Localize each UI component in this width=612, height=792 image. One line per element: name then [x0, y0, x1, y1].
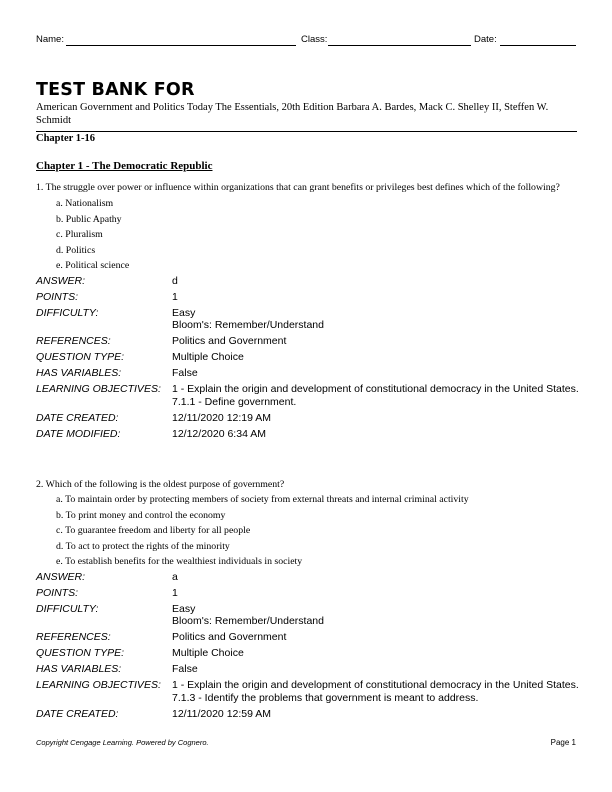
question-type-row: QUESTION TYPE: Multiple Choice [36, 351, 244, 363]
points-row: POINTS: 1 [36, 290, 178, 303]
points-row: POINTS: 1 [36, 586, 178, 599]
choice-item: b. To print money and control the economy [56, 509, 226, 521]
choice-item: d. Politics [56, 244, 96, 256]
book-subtitle: American Government and Politics Today The Essentials, 20th Edition Barbara A. Bardes, Mack C. Shelley II, Steffen W. Schmidt [36, 102, 549, 126]
answer-row: ANSWER: a [36, 570, 178, 583]
name-label: Name: [36, 34, 64, 45]
learning-objectives-row: LEARNING OBJECTIVES: 1 - Explain the origin and development of constitutional democracy in the United States. 7.1.3 - Identify the problems that government is meant to address. [36, 679, 579, 704]
references-row: REFERENCES: Politics and Government [36, 335, 287, 347]
has-variables-row: HAS VARIABLES: False [36, 663, 198, 675]
question-type-row: QUESTION TYPE: Multiple Choice [36, 647, 244, 659]
date-created-row: DATE CREATED: 12/11/2020 12:19 AM [36, 411, 272, 424]
student-info-header [36, 34, 576, 50]
date-created-row: DATE CREATED: 12/11/2020 12:59 AM [36, 707, 272, 720]
page-number: Page 1 [550, 738, 576, 747]
class-blank-line [328, 45, 471, 46]
question-1 [36, 182, 580, 444]
choice-item: e. Political science [56, 260, 130, 271]
answer-choices [36, 196, 580, 274]
chapter-heading: Chapter 1 - The Democratic Republic [36, 160, 213, 172]
choice-item: c. To guarantee freedom and liberty for all people [56, 525, 251, 536]
title-divider [36, 131, 577, 132]
choice-item: e. To establish benefits for the wealthiest individuals in society [56, 556, 303, 567]
choice-item: a. Nationalism [56, 198, 114, 209]
choice-item: c. Pluralism [56, 229, 103, 240]
page-title: TEST BANK FOR [36, 80, 195, 100]
question-stem: 1. The struggle over power or influence within organizations that can grant benefits or privileges best defines which of the following? [36, 182, 560, 193]
date-modified-row: DATE MODIFIED: 12/12/2020 6:34 AM [36, 427, 266, 440]
difficulty-row: DIFFICULTY: Easy Bloom's: Remember/Understand [36, 602, 324, 627]
chapter-range: Chapter 1-16 [36, 133, 96, 144]
references-row: REFERENCES: Politics and Government [36, 631, 287, 643]
choice-item: a. To maintain order by protecting members of society from external threats and internal criminal activity [56, 494, 469, 505]
answer-choices [36, 492, 580, 570]
name-blank-line [66, 45, 296, 46]
class-label: Class: [301, 34, 328, 45]
date-label: Date: [474, 34, 497, 45]
footer-copyright: Copyright Cengage Learning. Powered by Cognero. [36, 738, 209, 747]
difficulty-row: DIFFICULTY: Easy Bloom's: Remember/Understand [36, 306, 324, 331]
question-stem: 2. Which of the following is the oldest purpose of government? [36, 479, 285, 490]
choice-item: b. Public Apathy [56, 213, 122, 225]
learning-objectives-row: LEARNING OBJECTIVES: 1 - Explain the origin and development of constitutional democracy in the United States. 7.1.1 - Define government. [36, 383, 579, 408]
answer-row: ANSWER: d [36, 274, 178, 287]
date-blank-line [500, 45, 576, 46]
choice-item: d. To act to protect the rights of the minority [56, 540, 230, 552]
question-metadata [36, 571, 580, 721]
question-metadata [36, 275, 580, 441]
has-variables-row: HAS VARIABLES: False [36, 367, 198, 379]
question-2 [36, 479, 580, 724]
